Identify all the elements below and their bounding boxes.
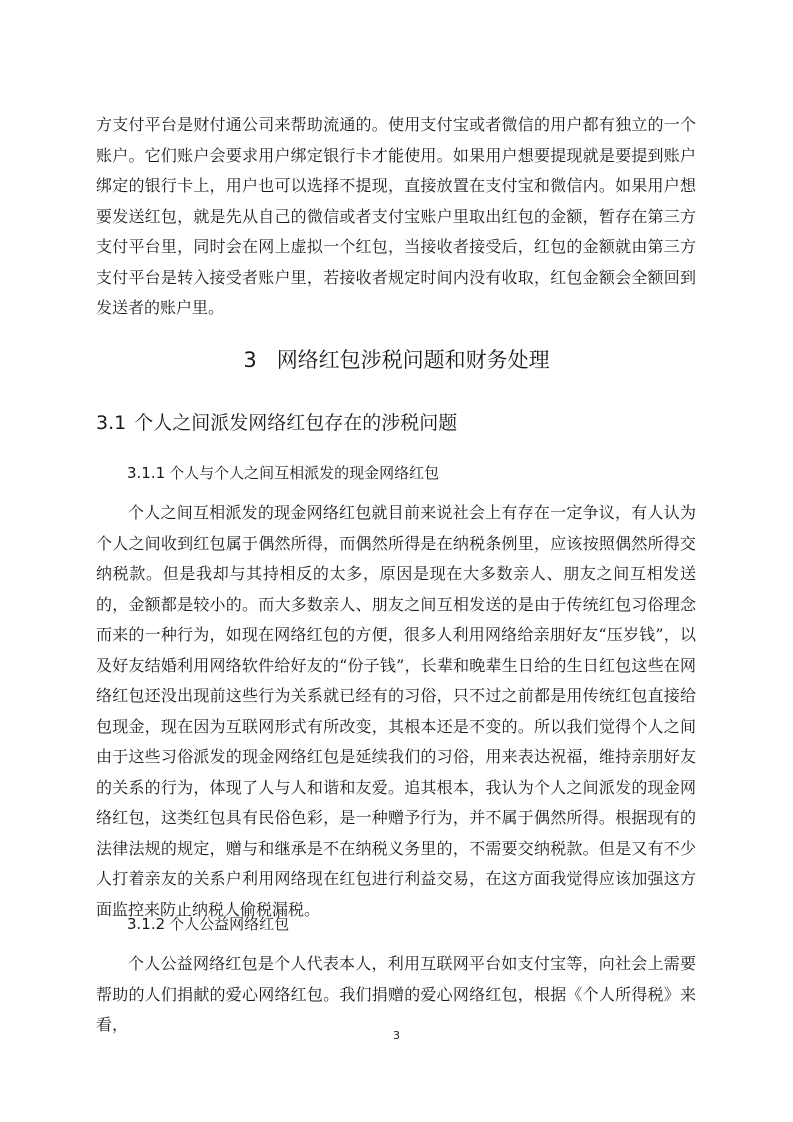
intro-paragraph: 方支付平台是财付通公司来帮助流通的。使用支付宝或者微信的用户都有独立的一个账户。它们账户会要求用户绑定银行卡才能使用。如果用户想要提现就是要提到账户绑定的银行卡上，用户也可以选择不提现，直接放置在支付宝和微信内。如果用户想要发送红包，就是先从自己的微信或者支付宝账户里取出红包的金额，暂存在第三方支付平台里，同时会在网上虚拟一个红包，当接收者接受后，红包的金额就由第三方支付平台是转入接受者账户里，若接收者规定时间内没有收取，红包金额会全额回到发送者的账户里。	[96, 115, 696, 317]
section-3-1-2-paragraph: 个人公益网络红包是个人代表本人，利用互联网平台如支付宝等，向社会上需要帮助的人们捐献的爱心网络红包。我们捐赠的爱心网络红包，根据《个人所得税》来看，	[96, 954, 696, 1034]
section-heading-3-1-2	[127, 912, 289, 936]
section-3-1-1-paragraph: 个人之间互相派发的现金网络红包就目前来说社会上有存在一定争议，有人认为个人之间收到红包属于偶然所得，而偶然所得是在纳税条例里，应该按照偶然所得交纳税款。但是我却与其持相反的太多，原因是现在大多数亲人、朋友之间互相发送的，金额都是较小的。而大多数亲人、朋友之间互相发送的是由于传统红包习俗理念而来的一种行为，如现在网络红包的方便，很多人利用网络给亲朋好友“压岁钱”，以及好友结婚利用网络软件给好友的“份子钱”，长辈和晚辈生日给的生日红包这些在网络红包还没出现前这些行为关系就已经有的习俗，只不过之前都是用传统红包直接给包现金，现在因为互联网形式有所改变，其根本还是不变的。所以我们觉得个人之间由于这些习俗派发的现金网络红包是延续我们的习俗，用来表达祝福，维持亲朋好友的关系的行为，体现了人与人和谐和友爱。追其根本，我认为个人之间派发的现金网络红包，这类红包具有民俗色彩，是一种赠予行为，并不属于偶然所得。根据现有的法律法规的规定，赠与和继承是不在纳税义务里的，不需要交纳税款。但是又有不少人打着亲友的关系户利用网络现在红包进行利益交易，在这方面我觉得应该加强这方面监控来防止纳税人偷税漏税。	[96, 503, 696, 919]
section-heading-3-1	[96, 408, 457, 438]
section-number: 3.1.1	[127, 464, 166, 482]
section-number: 3	[243, 348, 257, 372]
section-title: 个人与个人之间互相派发的现金网络红包	[169, 464, 440, 482]
section-title: 个人之间派发网络红包存在的涉税问题	[134, 412, 458, 434]
section-number: 3.1	[96, 412, 127, 434]
section-number: 3.1.2	[127, 915, 166, 933]
section-heading-3	[0, 345, 793, 375]
section-heading-3-1-1	[127, 461, 439, 485]
section-title: 网络红包涉税问题和财务处理	[276, 348, 550, 372]
section-title: 个人公益网络红包	[169, 915, 290, 933]
page-number: 3	[393, 1029, 400, 1042]
